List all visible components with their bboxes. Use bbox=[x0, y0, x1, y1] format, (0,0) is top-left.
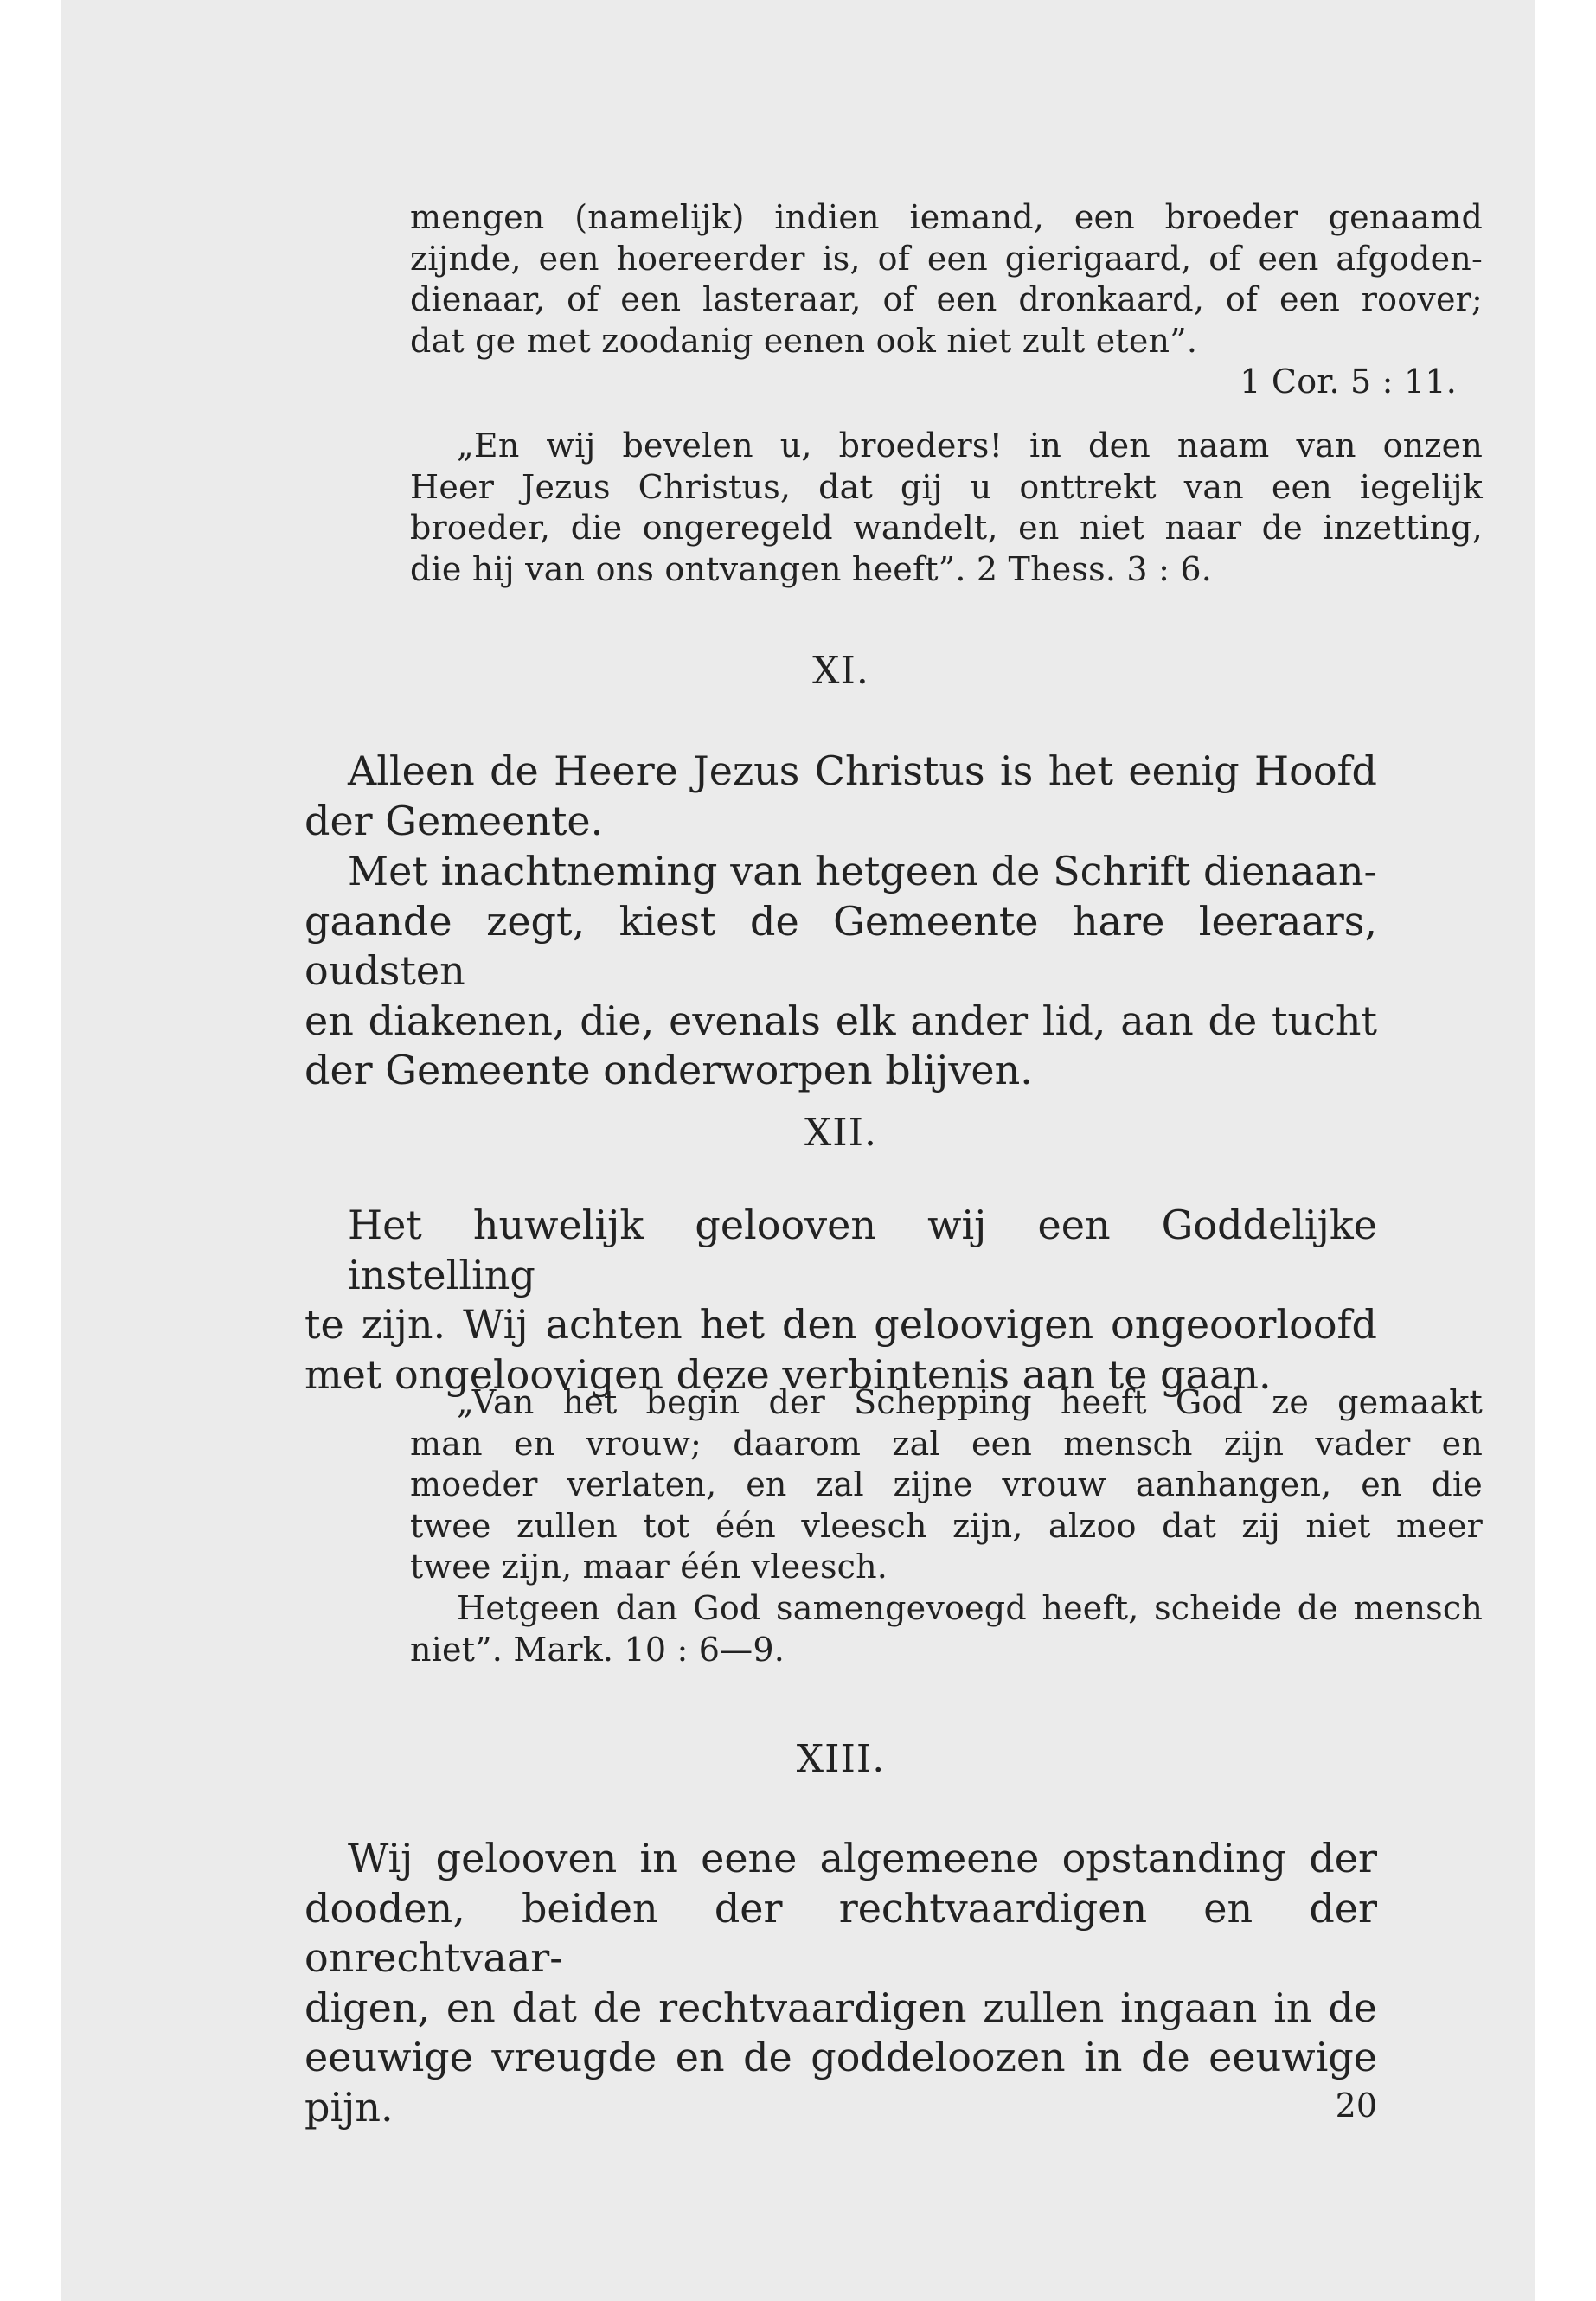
body-line: te zijn. Wij achten het den geloovigen ongeoorloofd bbox=[304, 1301, 1377, 1348]
body-line: gaande zegt, kiest de Gemeente hare leeraars, oudsten bbox=[304, 897, 1377, 994]
article-xi-paragraph-2 bbox=[304, 847, 1377, 1096]
quote-line: mengen (namelijk) indien iemand, een broeder genaamd bbox=[410, 198, 1483, 236]
body-line: dooden, beiden der rechtvaardigen en der onrechtvaar- bbox=[304, 1884, 1377, 1981]
quote-line: Hetgeen dan God samengevoegd heeft, scheide de mensch bbox=[457, 1588, 1483, 1627]
quote-line: dat ge met zoodanig eenen ook niet zult eten”. bbox=[410, 321, 1198, 360]
quote-line: „En wij bevelen u, broeders! in den naam van onzen bbox=[457, 426, 1483, 465]
body-line: en diakenen, die, evenals elk ander lid, aan de tucht bbox=[304, 997, 1377, 1044]
page-number: 20 bbox=[1335, 2086, 1377, 2125]
body-line: der Gemeente. bbox=[304, 797, 604, 844]
article-xii-paragraph-1 bbox=[304, 1201, 1377, 1400]
quote-line: twee zijn, maar één vleesch. bbox=[410, 1548, 888, 1586]
quote-line: dienaar, of een lasteraar, of een dronkaard, of een roover; bbox=[410, 280, 1483, 319]
body-line: Het huwelijk gelooven wij een Goddelijke instelling bbox=[348, 1202, 1377, 1298]
quote-line: broeder, die ongeregeld wandelt, en niet naar de inzetting, bbox=[410, 509, 1483, 548]
article-heading-xii: XII. bbox=[804, 1111, 878, 1155]
article-heading-xi: XI. bbox=[812, 649, 869, 693]
quote-line: „Van het begin der Schepping heeft God ze gemaakt bbox=[457, 1383, 1483, 1421]
quote-line: moeder verlaten, en zal zijne vrouw aanhangen, en die bbox=[410, 1465, 1483, 1504]
body-line: met ongeloovigen deze verbintenis aan te gaan. bbox=[304, 1350, 1272, 1398]
quote-line: man en vrouw; daarom zal een mensch zijn vader en bbox=[410, 1424, 1483, 1463]
body-line: Alleen de Heere Jezus Christus is het eenig Hoofd bbox=[348, 747, 1377, 794]
quote-line: Heer Jezus Christus, dat gij u onttrekt van een iegelijk bbox=[410, 467, 1483, 506]
body-line: digen, en dat de rechtvaardigen zullen ingaan in de bbox=[304, 1984, 1377, 2031]
body-line: eeuwige vreugde en de goddeloozen in de eeuwige pijn. bbox=[304, 2034, 1377, 2131]
body-line: Met inachtneming van hetgeen de Schrift dienaan- bbox=[348, 848, 1377, 894]
body-line: der Gemeente onderworpen blijven. bbox=[304, 1047, 1033, 1093]
quote-line: die hij van ons ontvangen heeft”. 2 Thess. 3 : 6. bbox=[410, 549, 1213, 588]
quote-line: twee zullen tot één vleesch zijn, alzoo dat zij niet meer bbox=[410, 1506, 1483, 1545]
quote-block-3 bbox=[304, 1382, 1483, 1670]
quote-line: zijnde, een hoereerder is, of een gierigaard, of een afgoden- bbox=[410, 239, 1483, 278]
quote-block-2 bbox=[304, 426, 1483, 590]
page-number-container bbox=[304, 2086, 1377, 2130]
body-line: Wij gelooven in eene algemeene opstanding der bbox=[348, 1835, 1377, 1881]
quote-line: niet”. Mark. 10 : 6—9. bbox=[410, 1630, 785, 1669]
quote-block-1 bbox=[304, 197, 1483, 403]
article-heading-xiii: XIII. bbox=[796, 1737, 886, 1781]
scripture-reference: 1 Cor. 5 : 11. bbox=[1240, 362, 1457, 401]
article-xi-paragraph-1 bbox=[304, 747, 1377, 846]
